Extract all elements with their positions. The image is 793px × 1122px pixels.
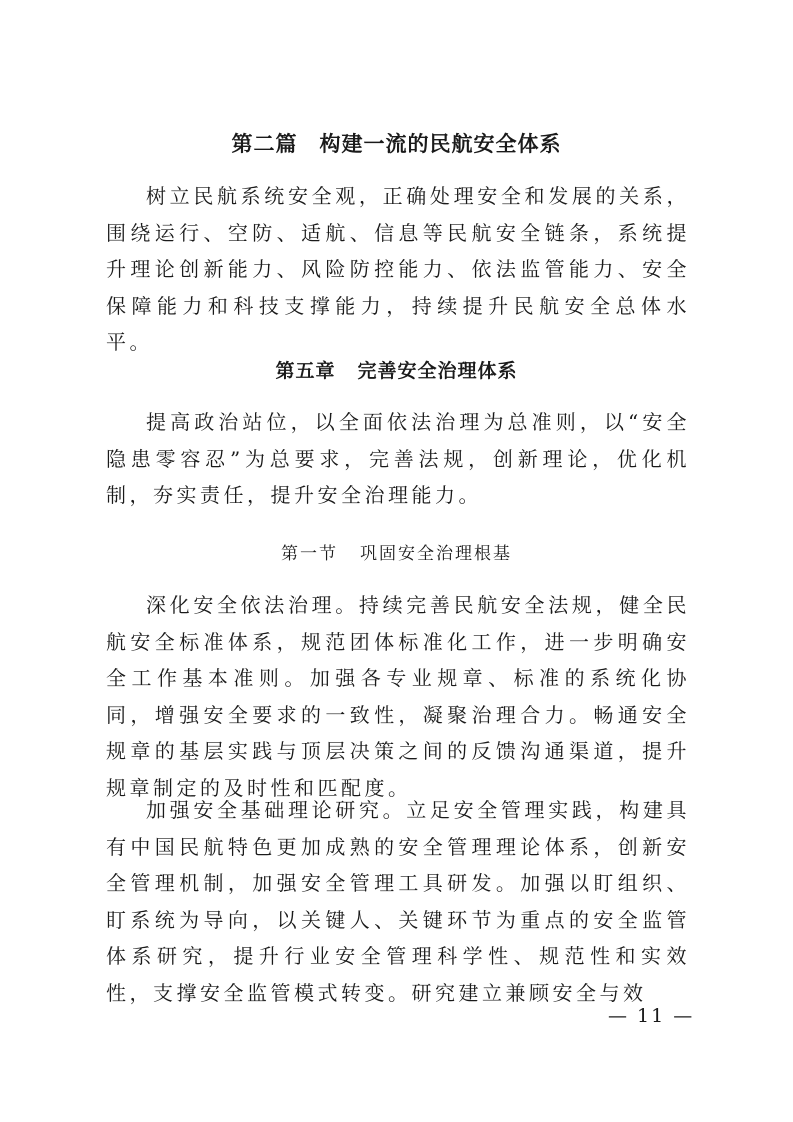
section-number: 第一节 [281, 544, 338, 564]
chapter-title: 完善安全治理体系 [357, 360, 518, 382]
section-paragraph: 深化安全依法治理。持续完善民航安全法规，健全民航安全标准体系，规范团体标准化工作，进一步明确安全工作基本准则。加强各专业规章、标准的系统化协同，增强安全要求的一致性，凝聚治理合力。畅通安全规章的基层实践与顶层决策之间的反馈沟通渠道，提升规章制定的及时性和匹配度。 [106, 593, 690, 800]
section-paragraph: 加强安全基础理论研究。立足安全管理实践，构建具有中国民航特色更加成熟的安全管理理论体系，创新安全管理机制，加强安全管理工具研发。加强以盯组织、盯系统为导向，以关键人、关键环节为重点的安全监管体系研究，提升行业安全管理科学性、规范性和实效性，支撑安全监管模式转变。研究建立兼顾安全与效 [106, 798, 690, 1005]
chapter-heading [0, 356, 793, 386]
page-number: — 11 — [608, 1005, 695, 1027]
section-heading [0, 540, 793, 568]
part-number: 第二篇 [231, 132, 298, 156]
part-intro-paragraph: 树立民航系统安全观，正确处理安全和发展的关系，围绕运行、空防、适航、信息等民航安全链条，系统提升理论创新能力、风险防控能力、依法监管能力、安全保障能力和科技支撑能力，持续提升民航安全总体水平。 [106, 184, 690, 355]
part-title: 构建一流的民航安全体系 [319, 132, 562, 156]
chapter-intro-paragraph: 提高政治站位，以全面依法治理为总准则，以“安全隐患零容忍”为总要求，完善法规，创新理论，优化机制，夯实责任，提升安全治理能力。 [106, 410, 690, 508]
part-heading [0, 128, 793, 160]
section-title: 巩固安全治理根基 [360, 544, 512, 564]
chapter-number: 第五章 [275, 360, 336, 382]
